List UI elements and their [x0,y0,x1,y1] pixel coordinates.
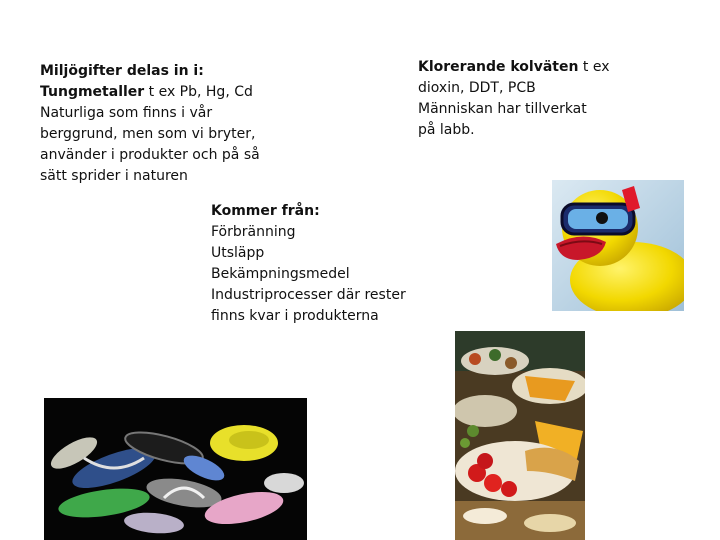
heavy-metals-desc-2: berggrund, men som vi bryter, [40,126,256,142]
text-box-chlorinated [418,57,618,141]
chlorinated-desc-2: på labb. [418,122,475,138]
source-item: Utsläpp [211,245,265,261]
heavy-metals-line [40,82,290,103]
source-item: Förbränning [211,224,296,240]
chlorinated-examples: dioxin, DDT, PCB [418,80,536,96]
heavy-metals-desc-4: sätt sprider i naturen [40,168,188,184]
heavy-metals-examples: t ex Pb, Hg, Cd [144,84,253,100]
chlorinated-term: Klorerande kolväten [418,59,579,75]
text-box-heavy-metals [40,61,290,187]
intro-heading: Miljögifter delas in i: [40,63,204,79]
source-item: Bekämpningsmedel [211,266,350,282]
sandals-clogs-image [44,398,307,540]
source-item: finns kvar i produkterna [211,308,379,324]
source-item: Industriprocesser där rester [211,287,406,303]
chlorinated-tex: t ex [578,59,610,75]
sources-heading: Kommer från: [211,203,320,219]
chlorinated-line [418,57,618,78]
rubber-duck-image [552,180,684,311]
heavy-metals-desc-3: använder i produkter och på så [40,147,260,163]
buffet-food-image [455,331,585,540]
chlorinated-desc-1: Människan har tillverkat [418,101,587,117]
heavy-metals-term: Tungmetaller [40,84,145,100]
text-box-sources [211,201,431,327]
heavy-metals-desc-1: Naturliga som finns i vår [40,105,213,121]
